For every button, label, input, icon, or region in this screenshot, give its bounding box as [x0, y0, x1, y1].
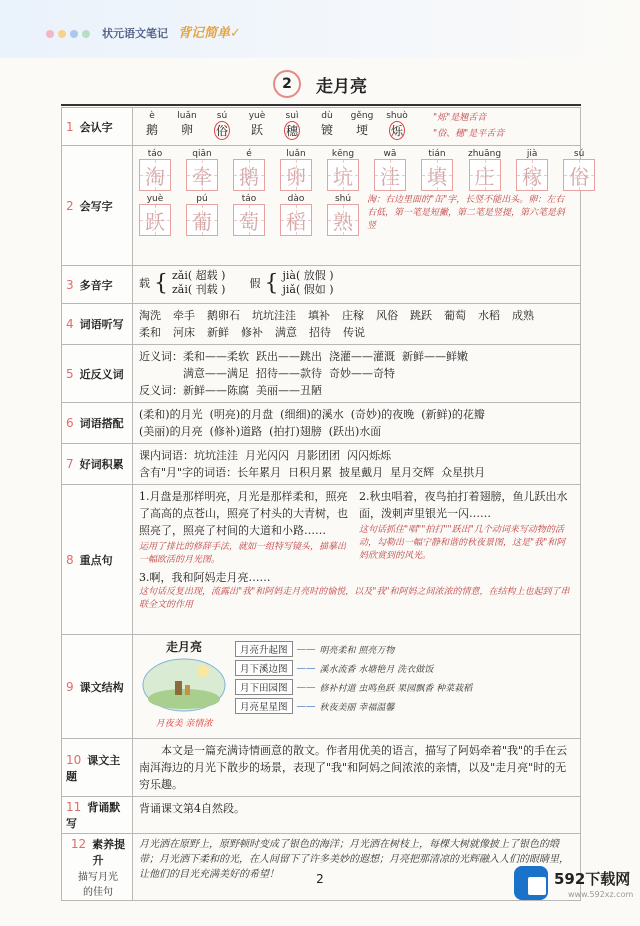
row-number: 6 — [66, 416, 74, 430]
pinyin: jià — [526, 149, 538, 159]
recite-text: 背诵课文第4自然段。 — [139, 802, 245, 815]
write-char — [233, 149, 265, 191]
row-label: 课文结构 — [79, 680, 124, 694]
dictation-word: 葡萄 — [444, 309, 466, 322]
header-bar — [0, 0, 640, 58]
row-number: 11 — [66, 800, 82, 814]
note-flat: "俗、穗"是平舌音 — [433, 129, 505, 139]
recognize-char — [139, 111, 165, 140]
hanzi: 穗 — [284, 121, 300, 140]
row-extension — [62, 834, 581, 901]
structure-item — [235, 660, 472, 676]
dictation-word: 填补 — [308, 309, 330, 322]
dictation-word: 修补 — [241, 326, 263, 339]
row-number: 10 — [66, 752, 82, 767]
row-label: 词语听写 — [79, 318, 124, 331]
write-char — [139, 149, 171, 191]
row-number: 2 — [66, 198, 74, 213]
row-write — [62, 146, 581, 266]
pinyin: yuè — [248, 111, 266, 121]
arrow-connector: —— — [296, 700, 316, 712]
tian-grid — [186, 159, 218, 191]
dictation-word: 河床 — [173, 326, 195, 339]
row-label: 重点句 — [79, 553, 113, 567]
theme-text: 本文是一篇充满诗情画意的散文。作者用优美的语言，描写了阿妈牵着"我"的手在云南洱海边的月光下散步的场景，表现了"我"和阿妈之间浓浓的亲情，以及"走月亮"时的无穷乐趣。 — [139, 744, 568, 791]
write-char — [421, 149, 453, 191]
tian-grid — [280, 159, 312, 191]
key-sentence-3: 3.啊，我和阿妈走月亮…… — [139, 571, 271, 584]
write-char — [186, 149, 218, 191]
hanzi: 鹅 — [239, 164, 259, 189]
notes-table — [61, 107, 590, 901]
structure-illustration — [139, 638, 229, 729]
dictation-word: 牵手 — [173, 309, 195, 322]
hanzi: 淘 — [145, 164, 165, 189]
polyphone-reading: jià( 放假 ) — [282, 269, 334, 282]
pinyin: suì — [285, 111, 299, 121]
pinyin: sú — [216, 111, 228, 121]
key-sentence-2-note: 这句话抓住"唱""拍打""跃出"几个动词来写动物的活动，勾勒出一幅宁静和谐的秋夜景图，这是"我"和阿妈欣赏到的风光。 — [359, 525, 566, 561]
note-retroflex: "烁"是翘舌音 — [433, 113, 487, 123]
site-logo[interactable] — [508, 862, 634, 908]
write-char — [280, 149, 312, 191]
hanzi: 葡 — [192, 209, 212, 234]
pinyin: yuè — [146, 194, 164, 204]
write-char — [563, 149, 595, 191]
tian-grid — [421, 159, 453, 191]
recognize-char — [384, 111, 410, 140]
key-sentence-1-note: 运用了排比的修辞手法，就如一组特写镜头，描摹出一幅欧活的月光图。 — [139, 542, 347, 565]
hanzi: 镀 — [320, 123, 333, 137]
lesson-heading — [0, 70, 640, 100]
row-number: 12 — [70, 837, 87, 851]
hanzi: 稼 — [522, 164, 543, 189]
hanzi: 烁 — [389, 121, 405, 140]
hanzi: 俗 — [214, 121, 230, 140]
row-label: 词语搭配 — [79, 417, 124, 430]
decor-dots — [46, 30, 90, 38]
good-words-line: 课内词语：坑坑洼洼 月光闪闪 月影团团 闪闪烁烁 — [139, 449, 391, 462]
hanzi: 俗 — [569, 164, 590, 189]
pinyin: luǎn — [286, 149, 306, 159]
extension-text: 月光洒在原野上，原野顿时变成了银色的海洋；月光洒在树枝上，每棵大树就像披上了银色的缎带；月光洒下柔和的光，在人间留下了许多美妙的遐想；月亮把那清凉的光辉融入人们的眼睛里，让他们的目光充满美好的希望！ — [139, 839, 569, 880]
row-number: 5 — [66, 366, 74, 381]
dictation-word: 新鲜 — [207, 326, 229, 339]
tian-grid — [233, 159, 265, 191]
row-dictation — [62, 304, 581, 345]
recognize-char — [349, 111, 375, 140]
dictation-word: 淘洗 — [139, 309, 161, 322]
write-note: 淘：右边里面的"缶"字，长竖不能出头。卵：左右右低，第一笔是短撇，第二笔是竖提，第六笔是斜竖 — [367, 195, 566, 231]
logo-text: 592下载网 — [554, 870, 631, 888]
tian-grid — [327, 204, 359, 236]
structure-box: 月亮星星图 — [235, 698, 293, 714]
dictation-line-2 — [139, 324, 574, 341]
row-number: 3 — [66, 277, 74, 292]
hanzi: 稻 — [286, 209, 306, 234]
row-number: 8 — [66, 552, 74, 567]
row-label: 会认字 — [79, 120, 113, 134]
recognize-char — [244, 111, 270, 140]
cube-icon — [514, 866, 548, 900]
pinyin: é — [246, 149, 252, 159]
hanzi: 鹅 — [145, 123, 158, 137]
write-char — [186, 194, 218, 236]
tian-grid — [233, 204, 265, 236]
hanzi: 熟 — [333, 209, 353, 234]
pinyin: shuò — [386, 111, 408, 121]
pinyin: táo — [241, 194, 257, 204]
tian-grid — [469, 159, 501, 191]
good-words-line: 含有"月"字的词语：长年累月 日积月累 披星戴月 星月交辉 众星拱月 — [139, 466, 486, 479]
polyphone-reading: jiǎ( 假如 ) — [282, 283, 334, 296]
logo-url: www.592xz.com — [568, 890, 634, 899]
structure-box: 月亮升起图 — [235, 641, 293, 657]
hanzi: 跃 — [250, 123, 263, 137]
row-number: 1 — [66, 119, 74, 134]
structure-text: 溪水流香 水塘艳月 洗衣做饭 — [319, 664, 434, 675]
key-sentence-1: 1.月盘是那样明亮，月光是那样柔和，照亮了高高的点苍山，照亮了村头的大青树，也照亮了，照亮了村间的大道和小路…… — [139, 490, 348, 537]
polyphone-reading: zǎi( 刊载 ) — [172, 283, 226, 296]
pinyin: dào — [287, 194, 305, 204]
polyphone-char: 载 — [139, 277, 150, 290]
pinyin: wā — [383, 149, 397, 159]
pinyin: tián — [428, 149, 446, 159]
row-number: 9 — [66, 679, 74, 694]
structure-box: 月下溪边图 — [235, 660, 293, 676]
hanzi: 埂 — [355, 123, 368, 137]
lesson-number: 2 — [273, 70, 301, 98]
pinyin: qiān — [192, 149, 212, 159]
row-polyphone: 3 多音字 载 { zǎi( 超载 ) zǎi( 刊载 ) 假 { jià( 放假 ) jiǎ( 假如 ) — [62, 266, 581, 304]
row-label: 素养提升 — [92, 838, 126, 867]
pinyin: luǎn — [177, 111, 197, 121]
row-label: 会写字 — [79, 199, 113, 213]
write-row-2 — [139, 194, 359, 236]
pinyin: è — [149, 111, 155, 121]
row-number: 7 — [66, 457, 74, 471]
brand-tagline: 背记简单✓ — [178, 26, 241, 41]
polyphone-reading: zǎi( 超载 ) — [172, 269, 226, 282]
row-collocations — [62, 403, 581, 444]
write-char — [374, 149, 406, 191]
structure-item — [235, 679, 472, 695]
key-sentence-3-note: 这句话反复出现，流露出"我"和阿妈走月亮时的愉悦，以及"我"和阿妈之间浓浓的情意，在结构上也起到了串联全文的作用 — [139, 587, 570, 610]
tian-grid — [186, 204, 218, 236]
structure-item — [235, 641, 472, 657]
dictation-word: 满意 — [275, 326, 297, 339]
brand-title: 状元语文笔记 — [102, 27, 168, 40]
dictation-word: 鹅卵石 — [207, 309, 240, 322]
write-char — [233, 194, 265, 236]
structure-title: 走月亮 — [165, 640, 202, 654]
write-char — [327, 194, 359, 236]
hanzi: 卵 — [180, 123, 193, 137]
structure-text: 修补村道 虫鸣鱼跃 果园飘香 种菜栽稻 — [319, 683, 473, 694]
dictation-word: 成熟 — [512, 309, 534, 322]
page-number: 2 — [316, 872, 324, 886]
recognize-char — [174, 111, 200, 140]
hanzi: 洼 — [380, 164, 400, 189]
structure-items — [235, 638, 472, 729]
write-char — [516, 149, 548, 191]
row-structure — [62, 635, 581, 739]
row-recognize — [62, 108, 581, 146]
write-char — [468, 149, 501, 191]
arrow-connector: —— — [296, 643, 316, 655]
antonym-line: 反义词：新鲜——陈腐 美丽——丑陋 — [139, 384, 322, 397]
tian-grid — [139, 159, 171, 191]
tian-grid — [139, 204, 171, 236]
hanzi: 坑 — [333, 164, 353, 189]
structure-box: 月下田园图 — [235, 679, 293, 695]
dictation-word: 柔和 — [139, 326, 161, 339]
hanzi: 填 — [427, 164, 447, 189]
row-good-words — [62, 444, 581, 485]
row-label: 好词积累 — [79, 458, 124, 471]
row-recite — [62, 797, 581, 834]
row-label: 背诵默写 — [66, 801, 121, 830]
tian-grid — [563, 159, 595, 191]
recognize-char — [209, 111, 235, 140]
row-label: 课文主题 — [66, 753, 121, 783]
row-label: 多音字 — [79, 278, 113, 292]
tian-grid — [280, 204, 312, 236]
structure-caption: 月夜美 亲情浓 — [155, 719, 213, 729]
row-sublabel: 描写月光的佳句 — [78, 872, 118, 898]
moon-walk-illustration — [141, 655, 227, 713]
hanzi: 牵 — [192, 164, 212, 189]
pinyin: gěng — [350, 111, 374, 121]
write-row-1 — [139, 149, 590, 191]
arrow-connector: —— — [296, 662, 316, 674]
row-synonyms — [62, 345, 581, 403]
row-number: 4 — [66, 317, 74, 331]
collocation-line: (美丽)的月亮 (修补)道路 (拍打)翅膀 (跃出)水面 — [139, 425, 382, 438]
dictation-word: 坑坑洼洼 — [252, 309, 296, 322]
pinyin: kēng — [331, 149, 355, 159]
pinyin: zhuāng — [468, 149, 502, 159]
hanzi: 萄 — [239, 209, 259, 234]
collocation-line: (柔和)的月光 (明亮)的月盘 (细细)的溪水 (奇妙)的夜晚 (新鲜)的花瓣 — [139, 408, 485, 421]
title-rule — [61, 104, 581, 106]
pinyin: táo — [147, 149, 163, 159]
hanzi: 卵 — [286, 164, 306, 189]
pinyin: pú — [196, 194, 208, 204]
key-sentence-2: 2.秋虫唱着，夜鸟拍打着翅膀，鱼儿跃出水面，泼刺声里银光一闪…… — [359, 490, 568, 520]
dictation-word: 招待 — [309, 326, 331, 339]
hanzi: 庄 — [474, 164, 495, 189]
pinyin: shú — [334, 194, 352, 204]
lesson-title: 走月亮 — [316, 76, 368, 97]
recognize-chars — [139, 111, 574, 140]
tian-grid — [516, 159, 548, 191]
dictation-line-1 — [139, 307, 574, 324]
write-char — [280, 194, 312, 236]
pinyin: dù — [321, 111, 333, 121]
tian-grid — [327, 159, 359, 191]
recognize-char — [314, 111, 340, 140]
dictation-word: 庄稼 — [342, 309, 364, 322]
hanzi: 跃 — [145, 209, 165, 234]
synonym-line: 近义词：柔和——柔软 跃出——跳出 浇灌——灌溉 新鲜——鲜嫩 — [139, 350, 468, 363]
recognize-char — [279, 111, 305, 140]
dictation-word: 水稻 — [478, 309, 500, 322]
row-label: 近反义词 — [79, 367, 124, 381]
dictation-word: 跳跃 — [410, 309, 432, 322]
tian-grid — [374, 159, 406, 191]
structure-item — [235, 698, 472, 714]
structure-text: 秋夜美丽 幸福温馨 — [319, 702, 395, 713]
row-theme — [62, 739, 581, 797]
pinyin: sú — [573, 149, 585, 159]
write-char — [139, 194, 171, 236]
arrow-connector: —— — [296, 681, 316, 693]
synonym-line: 满意——满足 招待——款待 奇妙——奇特 — [183, 367, 395, 380]
dictation-word: 传说 — [343, 326, 365, 339]
row-key-sentences — [62, 485, 581, 635]
write-char — [327, 149, 359, 191]
dictation-word: 风俗 — [376, 309, 398, 322]
structure-text: 明亮柔和 照亮万物 — [319, 645, 395, 656]
polyphone-char: 假 — [249, 277, 261, 290]
